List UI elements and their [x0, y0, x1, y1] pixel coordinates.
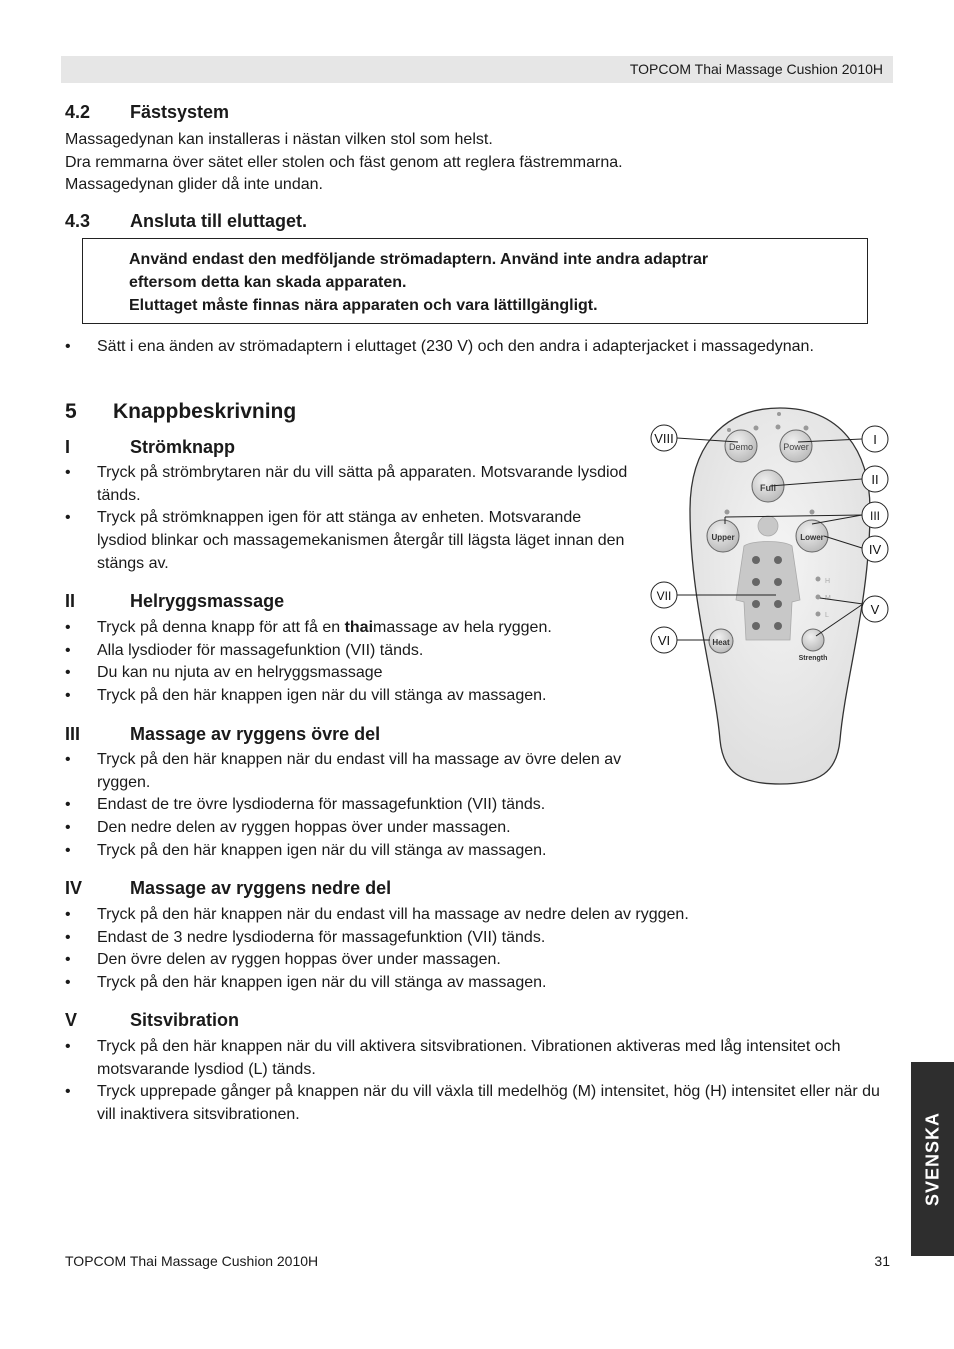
subsection-1-bullets [65, 462, 635, 576]
list-item: • Den övre delen av ryggen hoppas över under massagen. [65, 949, 885, 972]
svg-text:Lower: Lower [800, 533, 824, 542]
level-l-label: L [825, 612, 829, 619]
subsection-number: IV [65, 878, 83, 898]
section-5-heading [65, 400, 297, 424]
led-dot [727, 428, 731, 432]
callout-vi [651, 627, 677, 653]
lower-button [796, 520, 828, 552]
section-number: 5 [65, 400, 77, 423]
list-item: • Tryck på den här knappen när du vill aktivera sitsvibrationen. Vibrationen aktiveras med låg intensitet och motsvarande lysdiod (L) tänds. [65, 1036, 890, 1081]
language-tab [911, 1062, 954, 1256]
svg-text:VII: VII [656, 589, 672, 603]
svg-text:I: I [873, 432, 877, 447]
subsection-title: Helryggsmassage [130, 591, 285, 611]
section-4-3-bullets [65, 336, 825, 359]
section-4-2-text [65, 129, 623, 197]
footer-product: TOPCOM Thai Massage Cushion 2010H [65, 1253, 319, 1269]
warning-line: eftersom detta kan skada apparaten. [129, 274, 407, 291]
warning-box [82, 238, 868, 324]
list-item: • Den nedre delen av ryggen hoppas över under massagen. [65, 817, 635, 840]
subsection-4-bullets [65, 904, 885, 995]
subsection-5-bullets [65, 1036, 890, 1127]
full-button [752, 470, 784, 502]
language-tab-label: SVENSKA [922, 1111, 942, 1207]
section-number: 4.3 [65, 211, 91, 231]
list-item: • Endast de tre övre lysdioderna för massagefunktion (VII) tänds. [65, 794, 635, 817]
svg-text:Demo: Demo [728, 442, 754, 452]
remote-control-illustration [640, 400, 900, 800]
warning-line: Använd endast den medföljande strömadaptern. Använd inte andra adaptrar [129, 251, 709, 268]
svg-text:V: V [870, 602, 880, 617]
led-dot [725, 510, 730, 515]
led-dot [810, 510, 815, 515]
page-number: 31 [874, 1253, 890, 1269]
callout-iv [862, 536, 888, 562]
subsection-number: V [65, 1010, 78, 1030]
svg-text:Upper: Upper [711, 533, 735, 542]
subsection-title: Massage av ryggens övre del [130, 724, 381, 744]
subsection-number: II [65, 591, 76, 611]
callout-viii [651, 425, 677, 451]
level-m-label: M [825, 595, 831, 602]
led-dot [777, 412, 781, 416]
level-h-label: H [825, 578, 831, 585]
svg-text:Full: Full [760, 483, 776, 493]
callout-iii [862, 502, 888, 528]
subsection-number: III [65, 724, 81, 744]
power-button [780, 430, 812, 462]
section-title: Ansluta till eluttaget. [130, 211, 308, 231]
list-item: • Tryck på den här knappen igen när du vill stänga av massagen. [65, 972, 885, 995]
svg-text:II: II [871, 472, 879, 487]
section-number: 4.2 [65, 102, 91, 122]
callout-vii [651, 582, 677, 608]
header-product: TOPCOM Thai Massage Cushion 2010H [629, 61, 883, 77]
heat-button [709, 629, 733, 653]
subsection-title: Strömknapp [130, 437, 236, 457]
section-title: Fästsystem [130, 102, 230, 122]
list-item: • Alla lysdioder för massagefunktion (VII) tänds. [65, 640, 635, 663]
svg-text:IV: IV [868, 542, 882, 557]
subsection-3-bullets [65, 749, 635, 863]
list-item: • Tryck på den här knappen när du endast vill ha massage av nedre delen av ryggen. [65, 904, 885, 927]
list-item: • Tryck på denna knapp för att få en thaimassage av hela ryggen. [65, 617, 635, 640]
demo-button [725, 430, 757, 462]
list-item: • Tryck på strömbrytaren när du vill sätta på apparaten. Motsvarande lysdiod tänds. [65, 462, 635, 507]
svg-text:Strength: Strength [798, 655, 828, 662]
list-item: • Sätt i ena änden av strömadaptern i eluttaget (230 V) och den andra i adapterjacket i massagedynan. [65, 336, 825, 359]
svg-text:Power: Power [783, 442, 809, 452]
list-item: • Tryck på strömknappen igen för att stänga av enheten. Motsvarande lysdiod blinkar och massagemekanismen återgår till lägsta läget innan den stängs av. [65, 507, 635, 575]
led-dot [754, 426, 759, 431]
svg-text:VIII: VIII [654, 431, 674, 446]
list-item: • Du kan nu njuta av en helryggsmassage [65, 662, 635, 685]
subsection-title: Sitsvibration [130, 1010, 240, 1030]
callout-i [862, 426, 888, 452]
text-line: Massagedynan kan installeras i nästan vilken stol som helst. [65, 131, 493, 148]
list-item: • Tryck på den här knappen när du endast vill ha massage av övre delen av ryggen. [65, 749, 635, 794]
list-item: • Tryck upprepade gånger på knappen när du vill växla till medelhög (M) intensitet, hög (H) intensitet eller när du vill inaktivera sitsvibrationen. [65, 1081, 890, 1126]
list-item: • Endast de 3 nedre lysdioderna för massagefunktion (VII) tänds. [65, 927, 885, 950]
subsection-number: I [65, 437, 71, 457]
subsection-title: Massage av ryggens nedre del [130, 878, 392, 898]
list-item: • Tryck på den här knappen igen när du vill stänga av massagen. [65, 685, 635, 708]
text-line: Massagedynan glider då inte undan. [65, 176, 323, 193]
bold-word: thai [344, 619, 374, 636]
page-header [61, 56, 893, 83]
upper-button [707, 520, 739, 552]
text-line: Dra remmarna över sätet eller stolen och fäst genom att reglera fästremmarna. [65, 153, 623, 171]
callout-ii [862, 466, 888, 492]
warning-line: Eluttaget måste finnas nära apparaten och vara lättillgängligt. [129, 297, 598, 314]
subsection-2-bullets [65, 617, 635, 708]
led-dot [776, 425, 781, 430]
led-dot [804, 426, 809, 431]
svg-text:VI: VI [657, 633, 671, 648]
section-title: Knappbeskrivning [113, 400, 297, 423]
svg-text:III: III [869, 509, 881, 523]
list-item: • Tryck på den här knappen igen när du vill stänga av massagen. [65, 840, 635, 863]
callout-v [862, 596, 888, 622]
svg-text:Heat: Heat [712, 638, 730, 647]
